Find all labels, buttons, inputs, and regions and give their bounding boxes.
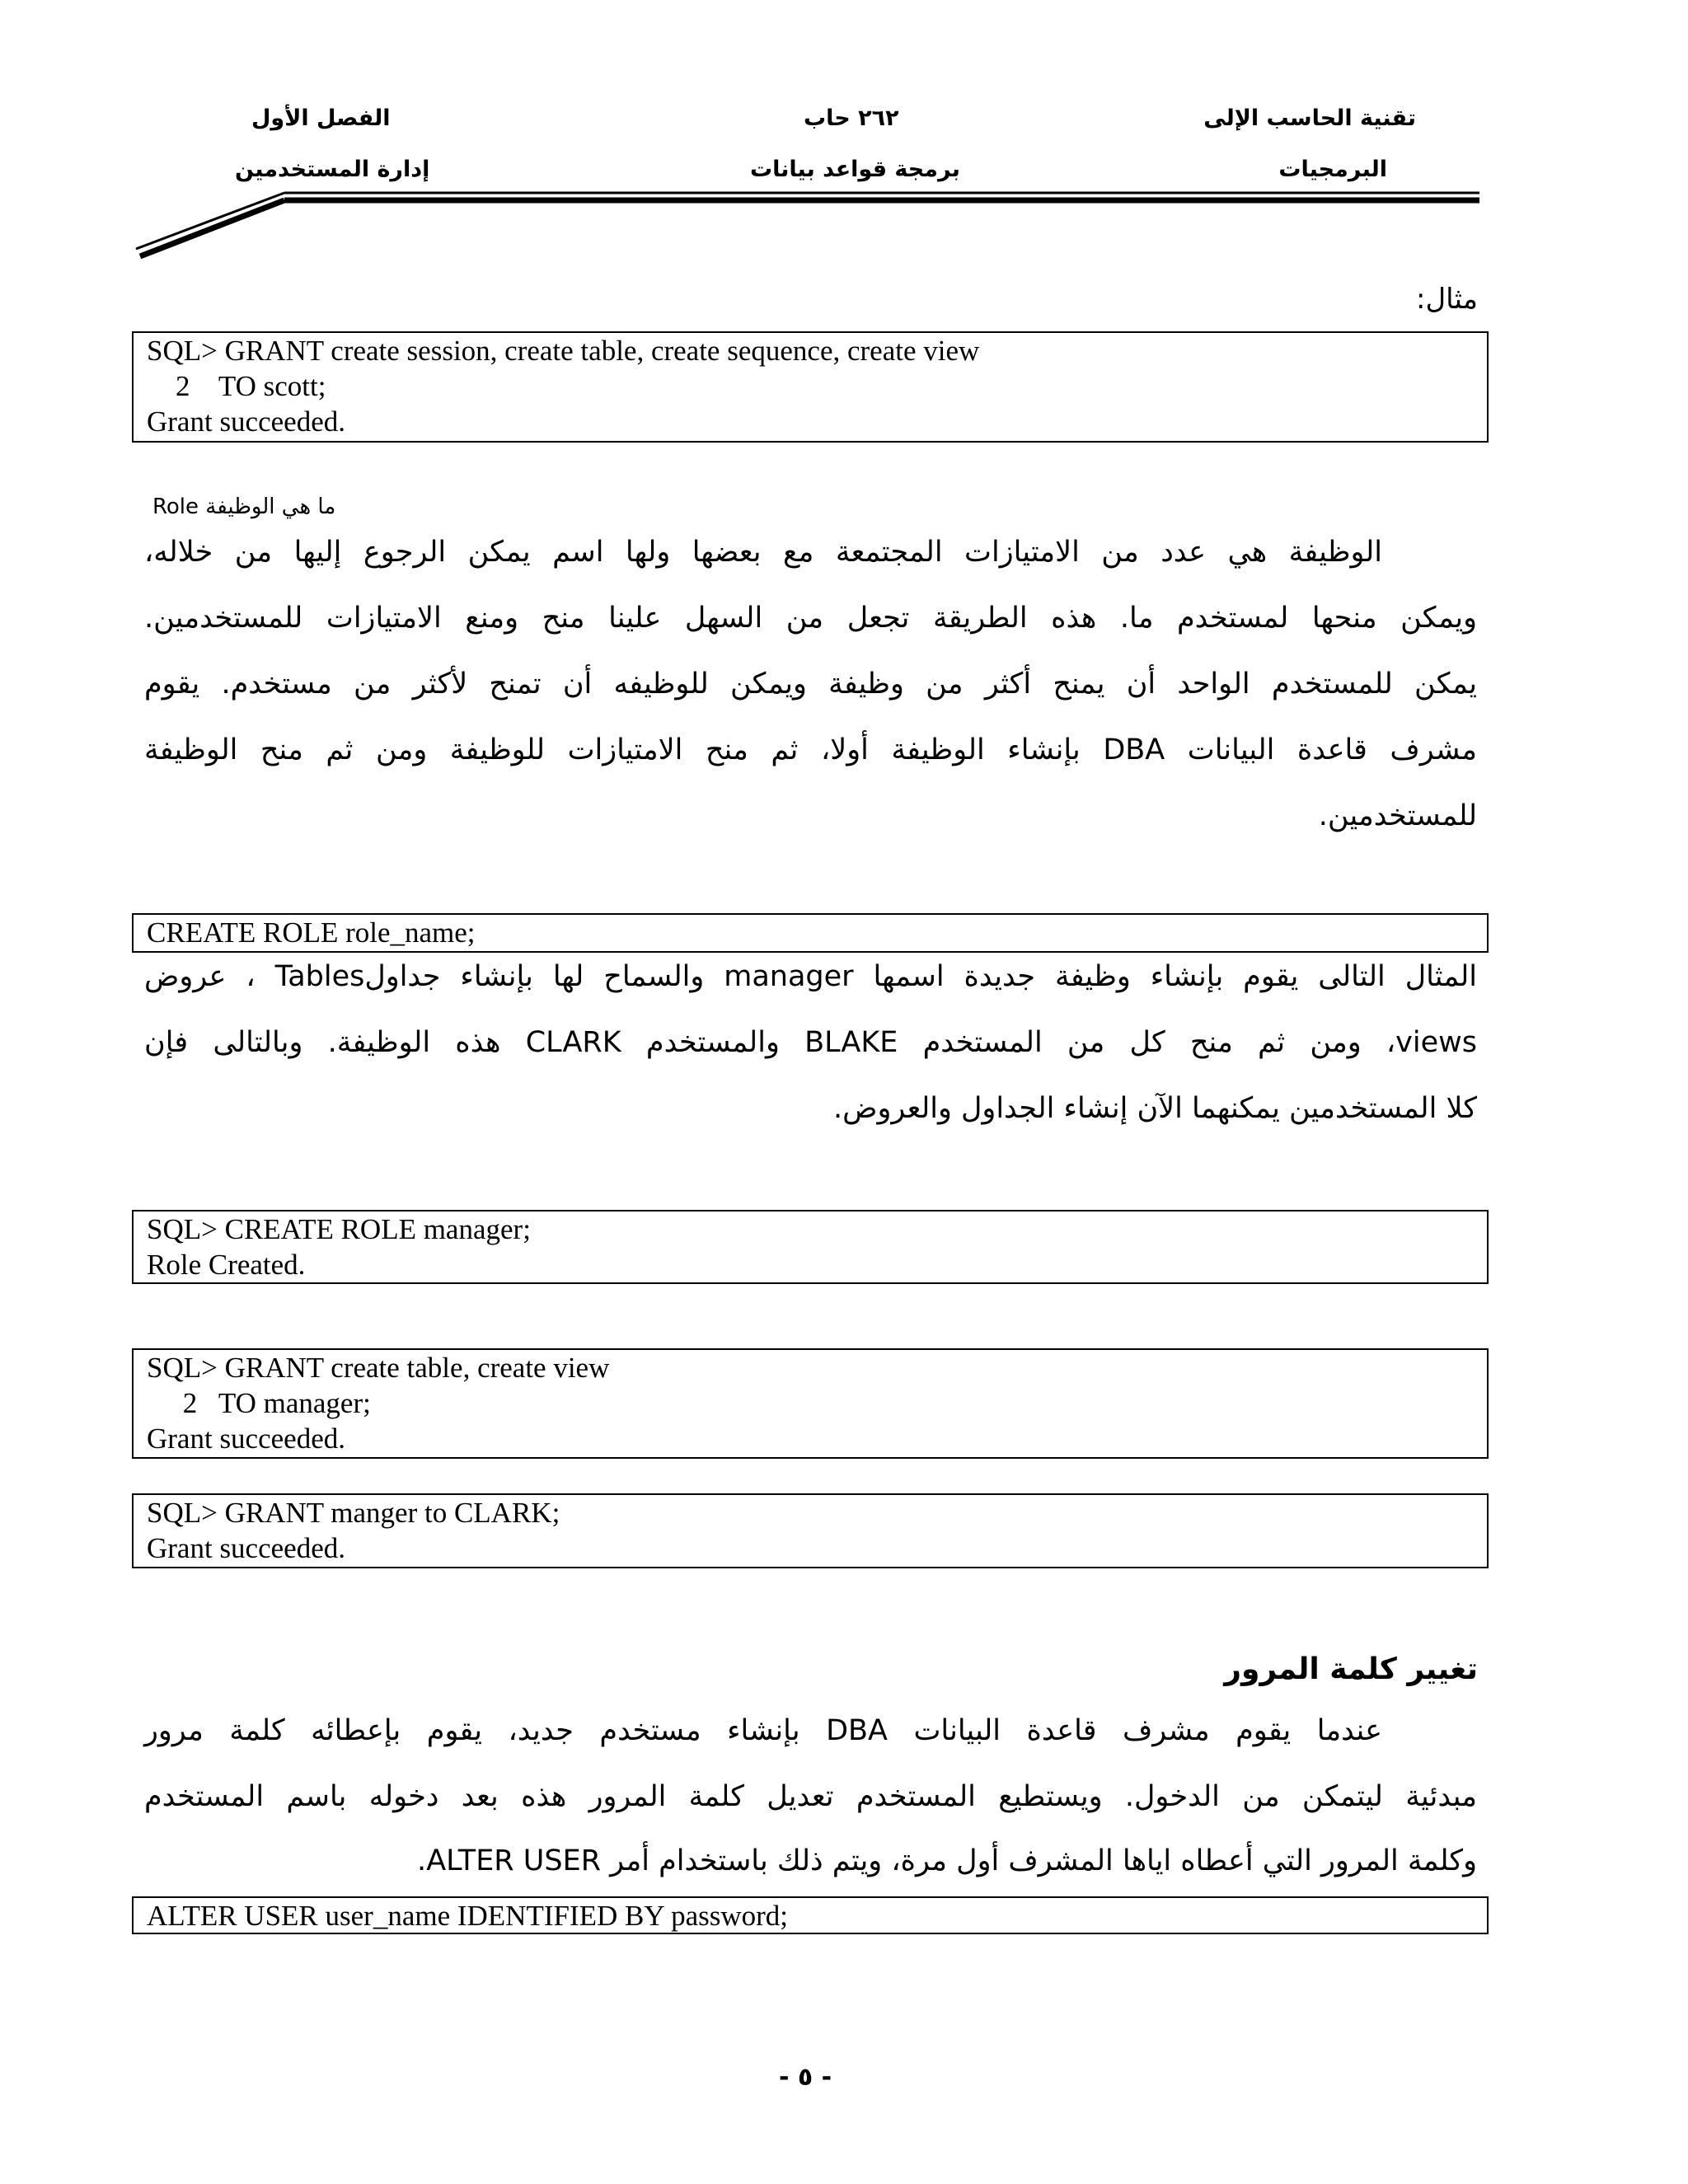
header-left-line1: الفصل الأول (251, 105, 391, 131)
code-line: Grant succeeded. (147, 405, 345, 438)
paragraph-manager-line: views، ومن ثم منح كل من المستخدم BLAKE والمستخدم CLARK هذه الوظيفة. وبالتالى فإن (144, 1026, 1477, 1059)
code-line: SQL> CREATE ROLE manager; (147, 1213, 531, 1245)
paragraph-role-line: للمستخدمين. (1318, 799, 1477, 832)
paragraph-password-line: عندما يقوم مشرف قاعدة البيانات DBA بإنشاء مستخدم جديد، يقوم بإعطائه كلمة مرور (144, 1714, 1383, 1747)
header-center-line2: برمجة قواعد بيانات (750, 157, 960, 182)
code-block-grant-scott (132, 331, 1489, 443)
code-line: 2 TO manager; (147, 1387, 371, 1419)
header-rule (0, 0, 1688, 272)
code-line: Grant succeeded. (147, 1532, 345, 1564)
example-label: مثال: (1416, 283, 1478, 316)
code-line: SQL> GRANT create session, create table, create sequence, create view (147, 335, 980, 367)
page-number: - ٥ - (779, 2063, 832, 2092)
header-right-line2: البرمجيات (1278, 157, 1387, 182)
code-line: ALTER USER user_name IDENTIFIED BY password; (147, 1900, 789, 1932)
code-line: 2 TO scott; (147, 370, 326, 402)
code-line: Grant succeeded. (147, 1422, 345, 1455)
paragraph-password-line: وكلمة المرور التي أعطاه اياها المشرف أول مرة، ويتم ذلك باستخدام أمر ALTER USER. (417, 1844, 1477, 1877)
header-center-line1: ٢٦٢ حاب (804, 105, 899, 131)
paragraph-role-line: يمكن للمستخدم الواحد أن يمنح أكثر من وظيفة ويمكن للوظيفه أن تمنح لأكثر من مستخدم. يقوم (144, 668, 1477, 701)
header-right-line1: تقنية الحاسب الإلى (1203, 105, 1416, 131)
code-line: SQL> GRANT manger to CLARK; (147, 1497, 560, 1529)
paragraph-manager-line: كلا المستخدمين يمكنهما الآن إنشاء الجداول والعروض. (833, 1092, 1477, 1125)
code-block-create-role-manager (132, 1210, 1489, 1284)
paragraph-password-line: مبدئية ليتمكن من الدخول. ويستطيع المستخدم تعديل كلمة المرور هذه بعد دخوله باسم المستخدم (144, 1780, 1477, 1813)
code-block-grant-clark (132, 1493, 1489, 1568)
paragraph-manager-line: المثال التالى يقوم بإنشاء وظيفة جديدة اسمها manager والسماح لها بإنشاء جداولTables ، عروض (144, 960, 1477, 993)
code-line: CREATE ROLE role_name; (147, 916, 476, 949)
password-heading: تغيير كلمة المرور (1224, 1652, 1478, 1686)
paragraph-role-line: ويمكن منحها لمستخدم ما. هذه الطريقة تجعل من السهل علينا منح ومنع الامتيازات للمستخدمين. (144, 602, 1477, 635)
paragraph-role-line: مشرف قاعدة البيانات DBA بإنشاء الوظيفة أولا، ثم منح الامتيازات للوظيفة ومن ثم منح الوظيفة (144, 733, 1477, 766)
code-block-grant-manager (132, 1348, 1489, 1459)
code-line: SQL> GRANT create table, create view (147, 1352, 610, 1384)
role-heading: ما هي الوظيفة Role (152, 494, 336, 519)
header-left-line2: إدارة المستخدمين (235, 157, 430, 182)
code-line: Role Created. (147, 1249, 306, 1281)
paragraph-role-line: الوظيفة هي عدد من الامتيازات المجتمعة مع بعضها ولها اسم يمكن الرجوع إليها من خلاله، (144, 536, 1382, 569)
code-block-alter-user (132, 1896, 1489, 1934)
code-block-create-role-syntax (132, 913, 1489, 953)
